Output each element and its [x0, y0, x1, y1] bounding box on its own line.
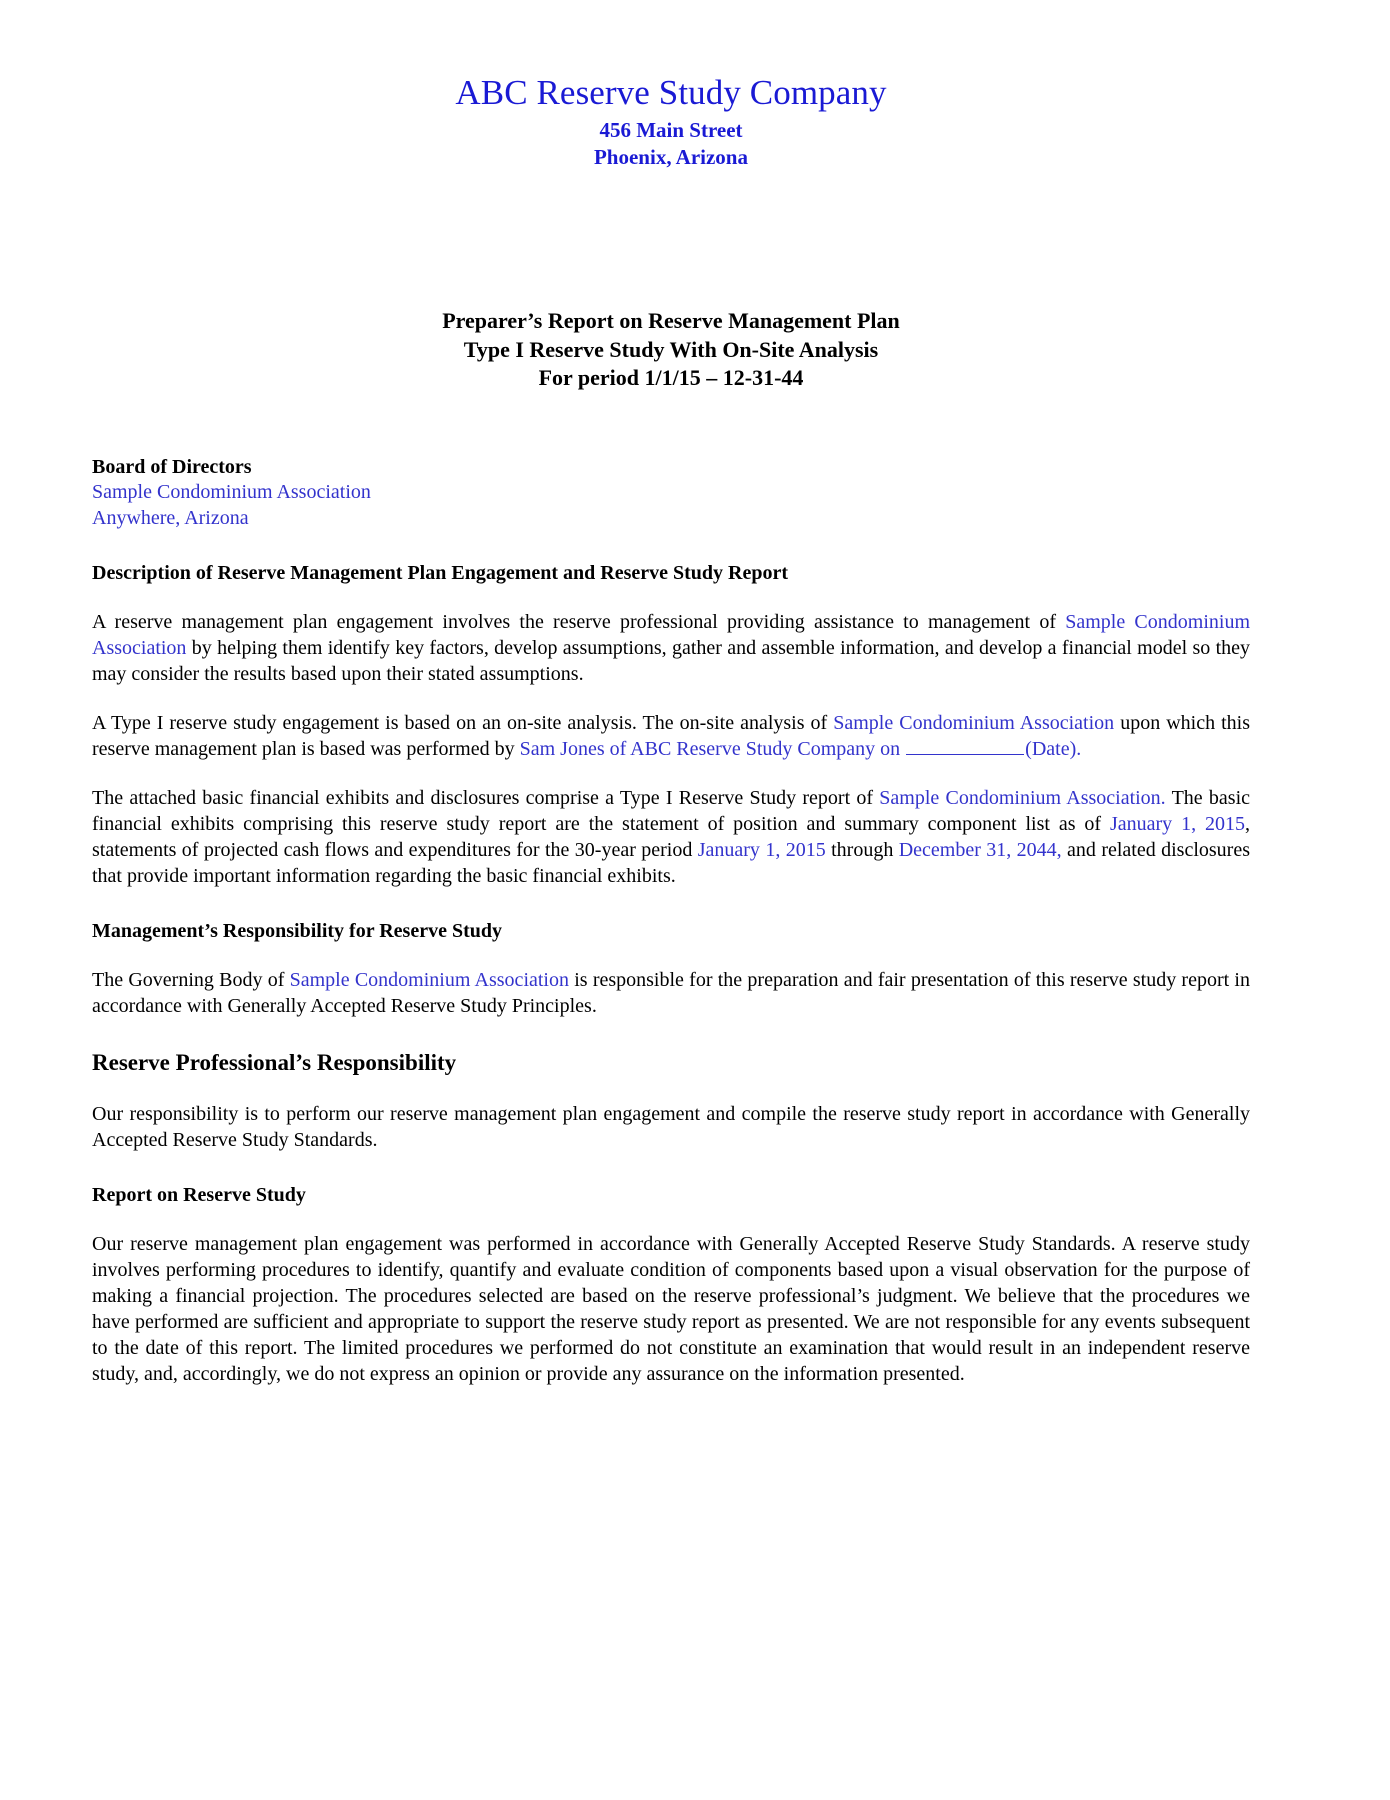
paragraph-management-responsibility — [92, 967, 1250, 1019]
paragraph-description-2 — [92, 710, 1250, 762]
par3-text-d: through — [825, 839, 899, 861]
par3-text-a: The attached basic financial exhibits and disclosures comprise a Type I Reserve Study report of — [92, 787, 880, 809]
heading-management-responsibility: Management’s Responsibility for Reserve Study — [92, 920, 502, 942]
par3-text-b: The basic financial exhibits comprising this reserve study report are the statement of position and summary component list as of — [92, 787, 1251, 835]
addressee-recipient: Board of Directors — [92, 455, 252, 478]
par3-period-start: January 1, 2015 — [697, 839, 826, 861]
paragraph-description-1 — [92, 609, 1250, 687]
heading-professional-responsibility: Reserve Professional’s Responsibility — [92, 1050, 457, 1075]
addressee-association: Sample Condominium Association — [92, 481, 371, 504]
par2-text-b: upon which this reserve management plan is based was performed by — [92, 712, 1251, 760]
par3-association-link: Sample Condominium Association. — [879, 787, 1166, 809]
par2-preparer-name: Sam Jones of ABC Reserve Study Company on — [519, 738, 906, 760]
mgmt-association-link: Sample Condominium Association — [289, 969, 569, 991]
mgmt-text-b: is responsible for the preparation and fair presentation of this reserve study report in accordance with Generally Accepted Reserve Study Principles. — [92, 969, 1250, 1017]
paragraph-report-on-reserve-study: Our reserve management plan engagement was performed in accordance with Generally Accepted Reserve Study Standards. A reserve study involves performing procedures to identify, quantify and evaluate condition of components based upon a visual observation for the purpose of making a financial projection. The procedures selected are based on the reserve professional’s judgment. We believe that the procedures we have performed are sufficient and appropriate to support the reserve study report as presented. We are not responsible for any events subsequent to the date of this report. The limited procedures we performed do not constitute an examination that would result in an independent reserve study, and, accordingly, we do not express an opinion or provide any assurance on the information presented. — [92, 1232, 1250, 1385]
paragraph-professional-responsibility: Our responsibility is to perform our reserve management plan engagement and compile the reserve study report in accordance with Generally Accepted Reserve Study Standards. — [92, 1102, 1250, 1151]
par3-text-c: , statements of projected cash flows and expenditures for the 30-year period — [92, 813, 1251, 861]
company-address-line-1: 456 Main Street — [599, 118, 743, 143]
report-title-line-2: Type I Reserve Study With On-Site Analysis — [463, 336, 879, 362]
addressee-block — [92, 393, 1250, 531]
par1-text-b: by helping them identify key factors, develop assumptions, gather and assemble information, and develop a financial model so they may consider the results based upon their stated assumptions. — [92, 637, 1250, 685]
report-title-line-1: Preparer’s Report on Reserve Management Plan — [442, 308, 900, 334]
mgmt-text-a: The Governing Body of — [92, 969, 290, 991]
par1-association-link: Sample Condominium Association — [92, 611, 1250, 659]
report-title-block — [92, 171, 1250, 393]
report-title-line-3: For period 1/1/15 – 12-31-44 — [538, 365, 804, 391]
paragraph-description-3 — [92, 785, 1250, 889]
par3-date-start: January 1, 2015 — [1109, 813, 1246, 835]
heading-description: Description of Reserve Management Plan Engagement and Reserve Study Report — [92, 562, 789, 584]
par2-association-link: Sample Condominium Association — [833, 712, 1115, 734]
par2-date-label: (Date). — [1025, 738, 1082, 760]
par3-period-end: December 31, 2044, — [898, 839, 1062, 861]
par2-text-a: A Type I reserve study engagement is based on an on-site analysis. The on-site analysis of — [92, 712, 834, 734]
date-blank-line[interactable] — [906, 737, 1024, 755]
company-name: ABC Reserve Study Company — [455, 73, 887, 112]
par1-text-a: A reserve management plan engagement involves the reserve professional providing assistance to management of — [92, 611, 1066, 633]
heading-report-on-reserve-study: Report on Reserve Study — [92, 1183, 306, 1206]
letterhead — [92, 72, 1250, 171]
company-address-line-2: Phoenix, Arizona — [593, 145, 748, 170]
addressee-location: Anywhere, Arizona — [92, 506, 249, 529]
par3-text-e: and related disclosures that provide important information regarding the basic financial exhibits. — [92, 839, 1250, 887]
